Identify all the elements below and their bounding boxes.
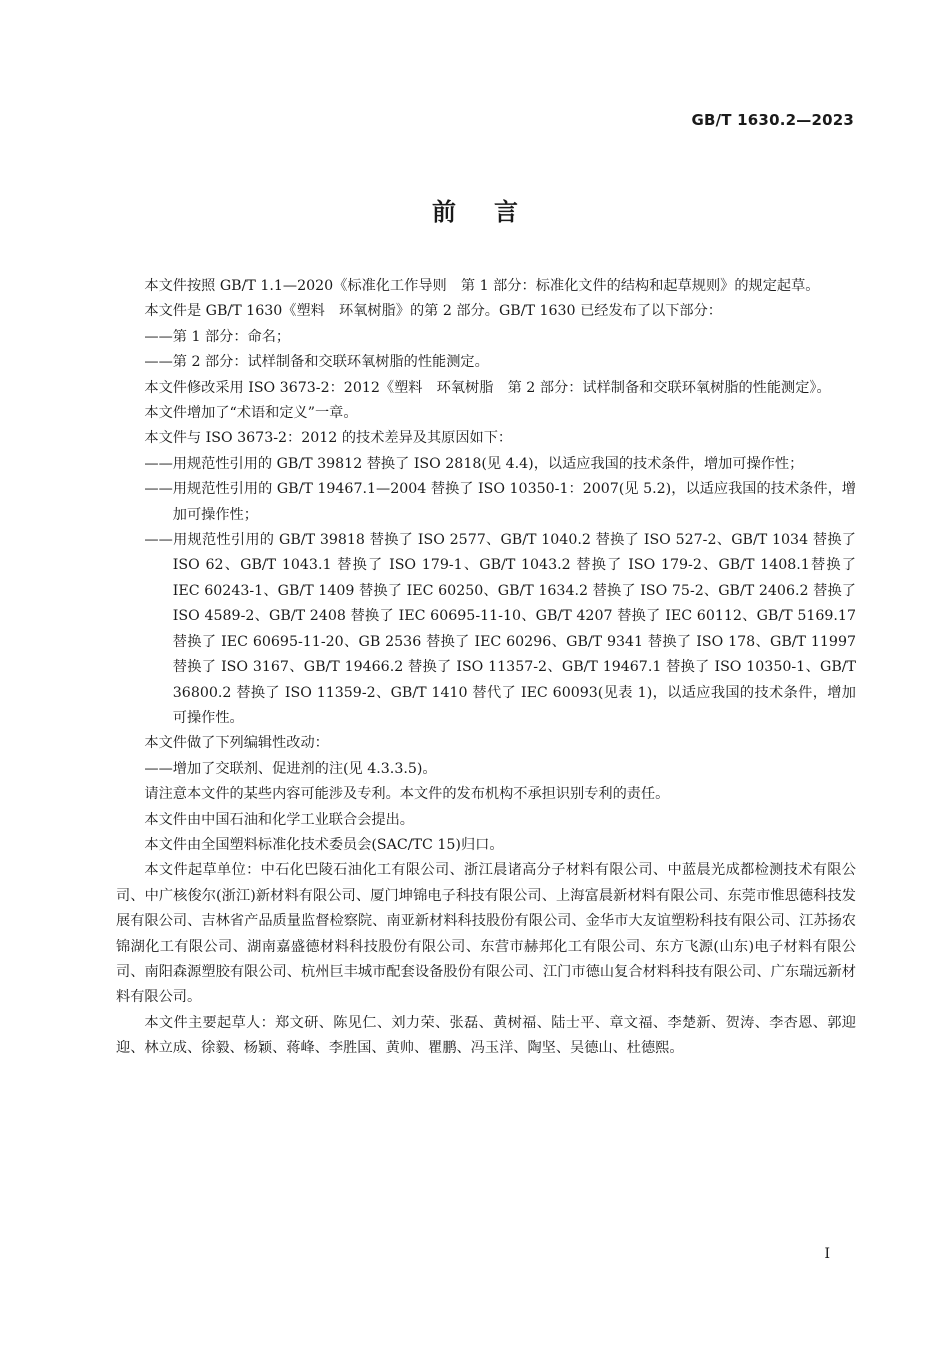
list-item-difference-3: ——用规范性引用的 GB/T 39818 替换了 ISO 2577、GB/T 1040.2 替换了 ISO 527-2、GB/T 1034 替换了 ISO 62、GB/T 1043.1 替换了 ISO 179-1、GB/T 1043.2 替换了 ISO 179-2、GB/T 1408.1替换了 IEC 60243-1、GB/T 1409 替换了 IEC 60250、GB/T 1634.2 替换了 ISO 75-2、GB/T 2406.2 替换了ISO 4589-2、GB/T 2408 替换了 IEC 60695-11-10、GB/T 4207 替换了 IEC 60112、GB/T 5169.17替换了 IEC 60695-11-20、GB 2536 替换了 IEC 60296、GB/T 9341 替换了 ISO 178、GB/T 11997 替换了 ISO 3167、GB/T 19466.2 替换了 ISO 11357-2、GB/T 19467.1 替换了 ISO 10350-1、GB/T 36800.2 替换了 ISO 11359-2、GB/T 1410 替代了 IEC 60093(见表 1)，以适应我国的技术条件，增加可操作性。	[144, 532, 856, 726]
paragraph-committee: 本文件由全国塑料标准化技术委员会(SAC/TC 15)归口。	[144, 836, 504, 853]
paragraph-iso-adoption: 本文件修改采用 ISO 3673-2：2012《塑料 环氧树脂 第 2 部分：试样制备和交联环氧树脂的性能测定》。	[144, 379, 831, 396]
standard-code: GB/T 1630.2—2023	[691, 111, 854, 129]
page-number: I	[824, 1246, 830, 1262]
paragraph-technical-differences: 本文件与 ISO 3673-2：2012 的技术差异及其原因如下：	[144, 430, 513, 447]
list-item-difference-1: ——用规范性引用的 GB/T 39812 替换了 ISO 2818(见 4.4)，以适应我国的技术条件，增加可操作性；	[144, 455, 804, 472]
list-item-part-2: ——第 2 部分：试样制备和交联环氧树脂的性能测定。	[144, 354, 489, 371]
paragraph-drafters: 本文件主要起草人：郑文研、陈见仁、刘力荣、张磊、黄树福、陆士平、章文福、李楚新、贺涛、李杏恩、郭迎迎、林立成、徐毅、杨颖、蒋峰、李胜国、黄帅、瞿鹏、冯玉洋、陶坚、吴德山、杜德熙。	[116, 1014, 856, 1057]
paragraph-drafting-rules: 本文件按照 GB/T 1.1—2020《标准化工作导则 第 1 部分：标准化文件的结构和起草规则》的规定起草。	[144, 278, 820, 294]
paragraph-part-info: 本文件是 GB/T 1630《塑料 环氧树脂》的第 2 部分。GB/T 1630 已经发布了以下部分：	[144, 303, 722, 320]
paragraph-drafting-units: 本文件起草单位：中石化巴陵石油化工有限公司、浙江晨诸高分子材料有限公司、中蓝晨光成都检测技术有限公司、中广核俊尔(浙江)新材料有限公司、厦门坤锦电子科技有限公司、上海富晨新材料有限公司、东莞市惟思德科技发展有限公司、吉林省产品质量监督检察院、南亚新材料科技股份有限公司、金华市大友谊塑粉科技有限公司、江苏扬农锦湖化工有限公司、湖南嘉盛德材料科技股份有限公司、东营市赫邦化工有限公司、东方飞源(山东)电子材料有限公司、南阳森源塑胶有限公司、杭州巨丰城市配套设备股份有限公司、江门市德山复合材料科技有限公司、广东瑞远新材料有限公司。	[116, 862, 856, 1006]
paragraph-proposer: 本文件由中国石油和化学工业联合会提出。	[144, 811, 414, 828]
paragraph-terms-added: 本文件增加了“术语和定义”一章。	[144, 405, 358, 422]
foreword-body	[116, 274, 856, 1062]
list-item-part-1: ——第 1 部分：命名；	[144, 328, 291, 345]
list-item-editorial-1: ——增加了交联剂、促进剂的注(见 4.3.3.5)。	[144, 760, 437, 777]
page-title: 前言	[432, 198, 556, 226]
list-item-difference-2: ——用规范性引用的 GB/T 19467.1—2004 替换了 ISO 10350-1：2007(见 5.2)，以适应我国的技术条件，增加可操作性；	[144, 481, 856, 523]
paragraph-patent-notice: 请注意本文件的某些内容可能涉及专利。本文件的发布机构不承担识别专利的责任。	[144, 786, 670, 803]
paragraph-editorial-changes: 本文件做了下列编辑性改动：	[144, 735, 329, 752]
